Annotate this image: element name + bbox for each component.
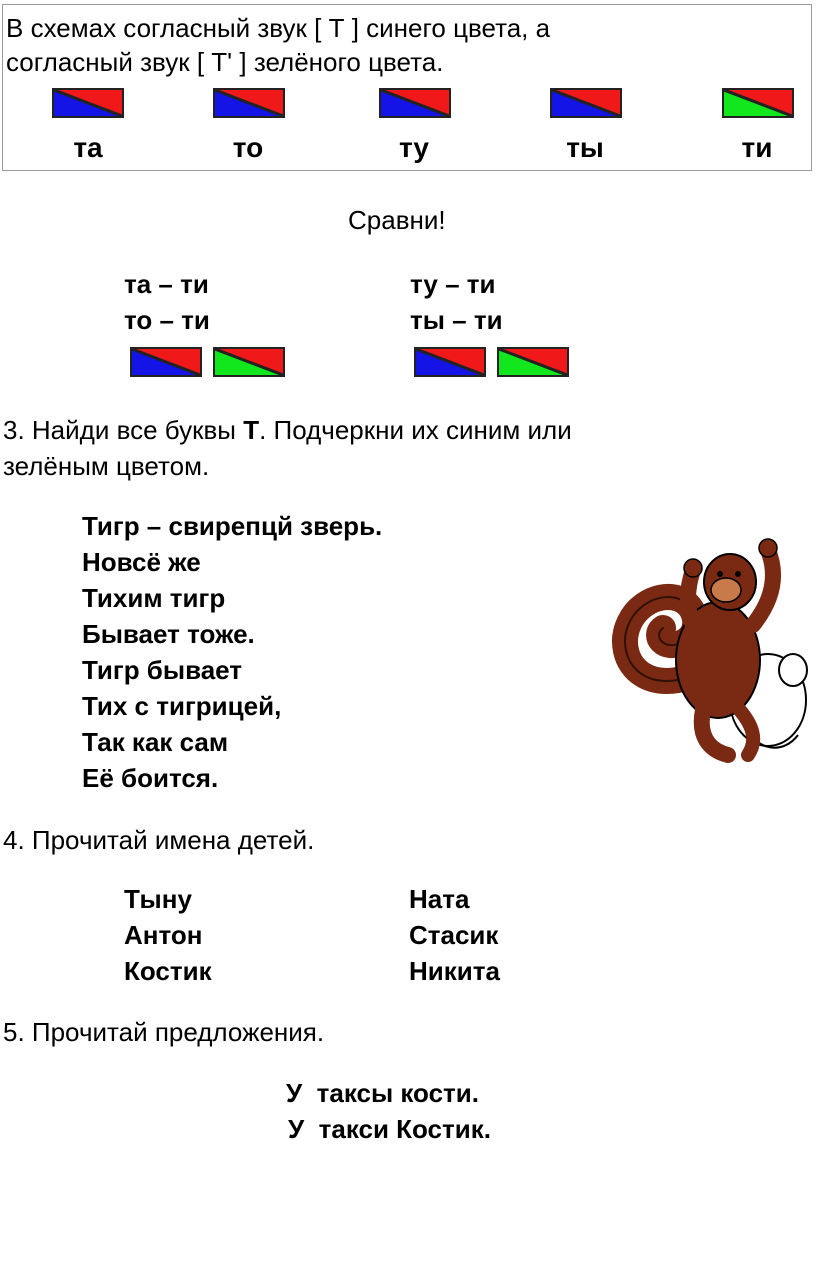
task5-heading: 5. Прочитай предложения.	[3, 1017, 325, 1047]
task3-instruction-line-1	[3, 412, 572, 448]
poem-line: Тигр – свирепцй зверь.	[82, 511, 383, 541]
compare-scheme-soft-left	[213, 347, 285, 377]
name-item: Стасик	[409, 920, 499, 950]
task3-prefix: 3. Найди все буквы	[3, 415, 244, 445]
syllable-tu: ту	[399, 132, 429, 163]
task3-letter: Т	[243, 415, 260, 445]
intro-line-1: В схемах согласный звук [ Т ] синего цвета, а	[6, 13, 551, 43]
name-item: Антон	[124, 920, 203, 950]
syllable-ti: ти	[741, 132, 773, 163]
compare-left-1: та – ти	[124, 269, 209, 299]
poem-line: Новсё же	[82, 547, 201, 577]
name-item: Никита	[409, 956, 500, 986]
task3-instruction-line-2: зелёным цветом.	[3, 451, 210, 481]
compare-heading: Сравни!	[348, 205, 446, 235]
scheme-ty	[550, 88, 622, 118]
syllable-ta: та	[73, 132, 103, 163]
scheme-ti	[722, 88, 794, 118]
scheme-to	[213, 88, 285, 118]
task3-suffix: . Подчеркни их синим или	[259, 415, 572, 445]
name-item: Ната	[409, 884, 470, 914]
task4-heading: 4. Прочитай имена детей.	[3, 825, 315, 855]
poem-line: Так как сам	[82, 727, 229, 757]
compare-scheme-soft-right	[497, 347, 569, 377]
name-item: Тыну	[124, 884, 192, 914]
scheme-tu	[379, 88, 451, 118]
poem-line: Тих с тигрицей,	[82, 691, 282, 721]
poem-line: Тихим тигр	[82, 583, 226, 613]
compare-left-2: то – ти	[124, 305, 210, 335]
sentence-2: У такси Костик.	[288, 1114, 491, 1144]
compare-right-2: ты – ти	[410, 305, 503, 335]
compare-scheme-hard-right	[414, 347, 486, 377]
poem-line: Её боится.	[82, 763, 219, 793]
poem-line: Тигр бывает	[82, 655, 243, 685]
sentence-1: У таксы кости.	[286, 1078, 479, 1108]
scheme-ta	[52, 88, 124, 118]
intro-line-2: согласный звук [ Т' ] зелёного цвета.	[6, 47, 444, 77]
name-item: Костик	[124, 956, 212, 986]
syllable-to: то	[232, 132, 264, 163]
compare-right-1: ту – ти	[410, 269, 496, 299]
syllable-ty: ты	[566, 132, 604, 163]
compare-scheme-hard-left	[130, 347, 202, 377]
poem-line: Бывает тоже.	[82, 619, 255, 649]
monkey-and-tiger-cub-illustration	[608, 530, 813, 770]
